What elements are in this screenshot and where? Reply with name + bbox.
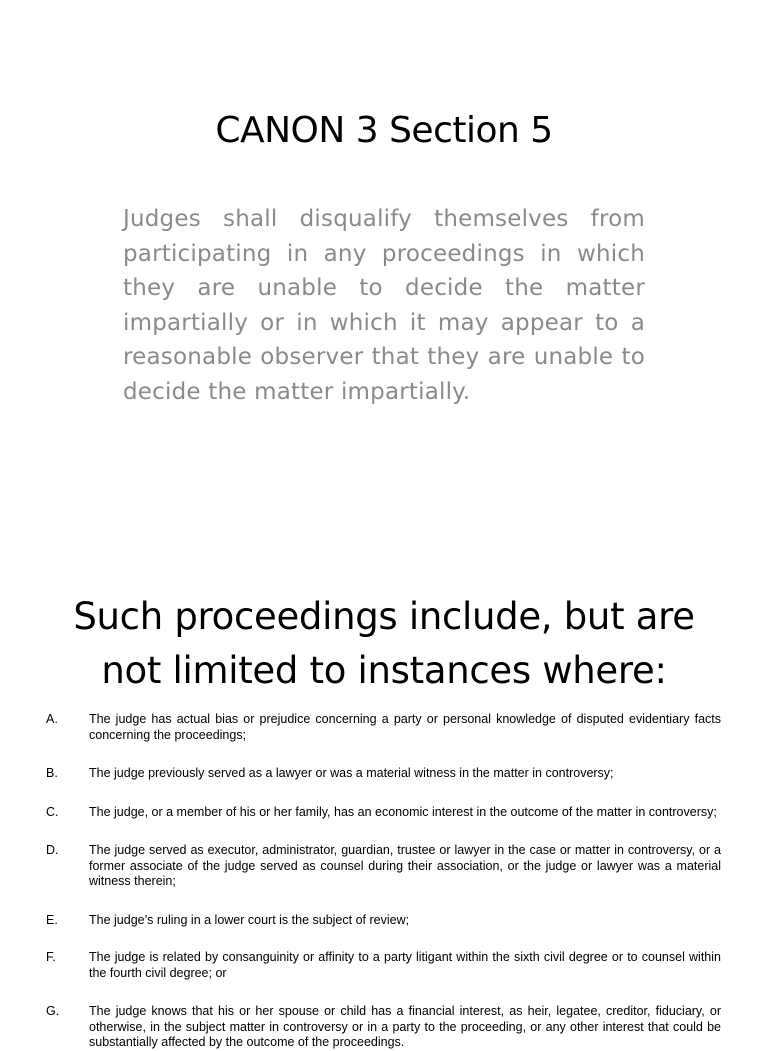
list-item-g — [0, 1004, 768, 1051]
slide-canon-3-section-5 — [0, 0, 768, 512]
slide-title: CANON 3 Section 5 — [215, 110, 553, 151]
list-item-text: The judge knows that his or her spouse or child has a financial interest, as heir, legatee, creditor, fiduciary, or otherwise, in the subject matter in controversy or in a party to the proceeding, or any other interest that could be substantially affected by the outcome of the proceedings. — [89, 1004, 721, 1049]
list-item-b — [0, 766, 768, 782]
list-item-letter: D. — [46, 843, 59, 857]
slide-heading — [0, 590, 768, 698]
list-item-text: The judge previously served as a lawyer or was a material witness in the matter in controversy; — [89, 766, 614, 780]
list-item-letter: A. — [46, 712, 58, 726]
list-item-letter: E. — [46, 912, 58, 927]
heading-line-1: Such proceedings include, but are — [73, 595, 695, 638]
list-item-letter: G. — [46, 1004, 60, 1018]
instance-list — [0, 712, 768, 1051]
list-item-f — [0, 950, 768, 981]
list-item-text: The judge served as executor, administrator, guardian, trustee or lawyer in the case or matter in controversy, or a former associate of the judge served as counsel during their association, or the judge or lawyer was a material witness therein; — [89, 843, 721, 888]
slide-proceedings-list — [0, 566, 768, 1049]
list-item-text: The judge, or a member of his or her family, has an economic interest in the outcome of the matter in controversy; — [89, 804, 717, 819]
list-item-letter: B. — [46, 766, 58, 780]
list-item-letter: F. — [46, 950, 56, 964]
list-item-letter: C. — [46, 804, 59, 819]
slide-body-text: Judges shall disqualify themselves from participating in any proceedings in which they are unable to decide the matter impartially or in which it may appear to a reasonable observer that they are unable to decide the matter impartially. — [123, 206, 645, 405]
list-item-text: The judge has actual bias or prejudice concerning a party or personal knowledge of disputed evidentiary facts concerning the proceedings; — [89, 712, 721, 742]
list-item-text: The judge is related by consanguinity or affinity to a party litigant within the sixth civil degree or to counsel within the fourth civil degree; or — [89, 950, 721, 980]
list-item-text: The judge’s ruling in a lower court is the subject of review; — [89, 912, 410, 927]
list-item-e — [0, 913, 768, 929]
list-item-d — [0, 843, 768, 890]
heading-line-2: not limited to instances where: — [101, 649, 667, 692]
list-item-a — [0, 712, 768, 743]
list-item-c — [0, 805, 768, 821]
